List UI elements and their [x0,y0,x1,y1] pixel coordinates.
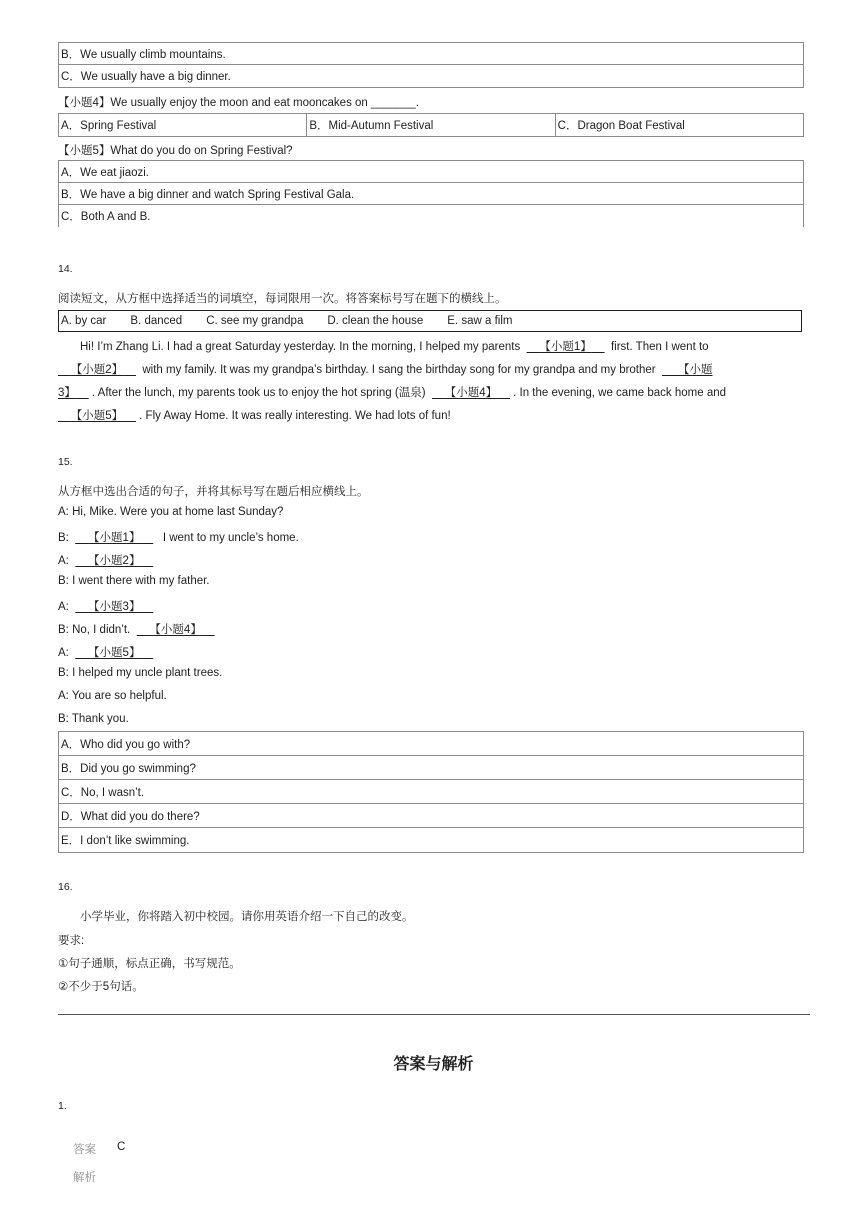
blank-label: 【小题5】 [88,647,141,659]
word-option: D. clean the house [327,315,424,327]
passage-text: . In the evening, we came back home and [513,387,727,399]
speaker-label: B: [58,624,69,636]
word-option: A. by car [61,315,107,327]
q13-sub5-options-table [58,160,804,227]
speaker-label: B: [58,532,69,544]
option-cell [59,114,307,136]
dialogue-text: You are so helpful. [71,690,167,702]
passage-text: first. Then I went to [610,341,709,353]
q16-requirement-1: ①句子通顺，标点正确，书写规范。 [58,958,241,970]
option-row [59,43,803,65]
section-divider [58,1014,810,1015]
dialogue-line [58,506,283,518]
option-text: A．We eat jiaozi. [61,166,149,179]
q14-passage-line-1 [80,338,709,354]
blank-label: 【小题4】 [149,624,202,636]
option-text: C．Dragon Boat Festival [557,120,685,132]
q15-options-table [58,731,804,853]
speaker-label: A: [58,647,69,659]
option-row [59,804,803,828]
option-text: B．We have a big dinner and watch Spring Festival Gala. [61,188,355,201]
q16-requirement-2: ②不少于5句话。 [58,981,144,993]
dialogue-text: I went there with my father. [72,575,210,587]
q14-passage-line-3 [58,384,726,400]
answer-q1-number: 1. [58,1100,67,1112]
word-option: E. saw a film [447,315,513,327]
answer-blank-2[interactable] [75,552,153,568]
blank-label: 【小题2】 [70,364,124,376]
option-text: A．Who did you go with? [61,738,191,751]
blank-label: 【小题 [678,364,713,376]
option-text: B．Did you go swimming? [61,762,196,775]
answer-blank-1[interactable] [527,338,605,354]
speaker-label: A: [58,690,69,702]
option-text: B．We usually climb mountains. [61,48,226,61]
option-cell [307,114,555,136]
answer-blank-2[interactable] [58,361,136,377]
answer-blank-4[interactable] [432,384,510,400]
blank-label: 【小题2】 [88,555,141,567]
dialogue-line [58,552,153,568]
word-option: C. see my grandpa [206,315,304,327]
dialogue-line [58,644,153,660]
q14-passage-line-4 [58,407,451,423]
answer-blank-1[interactable] [75,529,153,545]
q13-sub5-question: 【小题5】What do you do on Spring Festival? [58,145,293,157]
speaker-label: A: [58,555,69,567]
option-row [59,828,803,852]
answer-label: 答案 [73,1144,96,1156]
passage-text: Hi! I’m Zhang Li. I had a great Saturday yesterday. In the morning, I helped my parents [80,341,521,353]
q13-options-top-table [58,42,804,88]
option-row [59,732,803,756]
q14-instruction: 阅读短文，从方框中选择适当的词填空，每词限用一次。将答案标号写在题下的横线上。 [58,293,507,305]
analysis-label: 解析 [73,1172,96,1184]
blank-label: 【小题5】 [70,410,124,422]
dialogue-line [58,690,167,702]
answer-blank-5[interactable] [75,644,153,660]
q13-sub4-question: 【小题4】We usually enjoy the moon and eat mooncakes on _______. [58,97,419,109]
dialogue-line [58,713,129,725]
answer-blank-3[interactable] [75,598,153,614]
blank-label: 【小题4】 [444,387,498,399]
blank-label: 【小题3】 [88,601,141,613]
dialogue-line [58,529,299,545]
option-row [59,756,803,780]
answer-value: C [117,1141,126,1153]
dialogue-line [58,575,210,587]
speaker-label: B: [58,575,69,587]
dialogue-text: I helped my uncle plant trees. [72,667,223,679]
speaker-label: B: [58,667,69,679]
q14-word-box [58,310,802,332]
q15-instruction: 从方框中选出合适的句子，并将其标号写在题后相应横线上。 [58,486,369,498]
blank-label: 【小题1】 [539,341,592,353]
passage-text: . After the lunch, my parents took us to enjoy the hot spring (温泉) [91,387,426,399]
q14-number: 14. [58,263,73,275]
dialogue-line [58,667,222,679]
answers-section-title: 答案与解析 [393,1056,474,1073]
dialogue-line [58,621,215,637]
speaker-label: A: [58,506,69,518]
dialogue-text: Hi, Mike. Were you at home last Sunday? [72,506,284,518]
speaker-label: A: [58,601,69,613]
option-text: C．No, I wasn’t. [61,786,145,799]
option-text: B．Mid-Autumn Festival [309,120,434,132]
option-text: D．What did you do there? [61,810,200,823]
q16-prompt: 小学毕业，你将踏入初中校园。请你用英语介绍一下自己的改变。 [80,911,414,923]
option-row [59,65,803,87]
option-text: A．Spring Festival [61,120,157,132]
option-cell [556,114,803,136]
q15-number: 15. [58,456,73,468]
passage-text: . Fly Away Home. It was really interesting. We had lots of fun! [139,410,451,422]
speaker-label: B: [58,713,69,725]
answer-blank-3a[interactable] [662,361,712,377]
q16-requirements-label: 要求: [58,935,85,947]
dialogue-line [58,598,153,614]
option-row [59,161,803,183]
q13-sub4-options-table [58,113,804,137]
option-text: C．Both A and B. [61,211,151,223]
option-text: E．I don’t like swimming. [61,835,190,847]
blank-label: 【小题1】 [88,532,141,544]
dialogue-text: No, I didn’t. [72,624,131,636]
dialogue-text: Thank you. [71,713,129,725]
q16-number: 16. [58,881,73,893]
answer-blank-5[interactable] [58,407,136,423]
answer-blank-4[interactable] [137,621,215,637]
option-row [59,205,803,227]
dialogue-text: I went to my uncle’s home. [162,532,299,544]
answer-blank-3b[interactable] [58,384,89,400]
option-text: C．We usually have a big dinner. [61,71,231,83]
word-option: B. danced [130,315,183,327]
passage-text: with my family. It was my grandpa’s birthday. I sang the birthday song for my grandpa and my brother [142,364,656,376]
q14-passage-line-2 [58,361,713,377]
blank-label: 3】 [58,387,76,399]
option-row [59,183,803,205]
option-row [59,780,803,804]
